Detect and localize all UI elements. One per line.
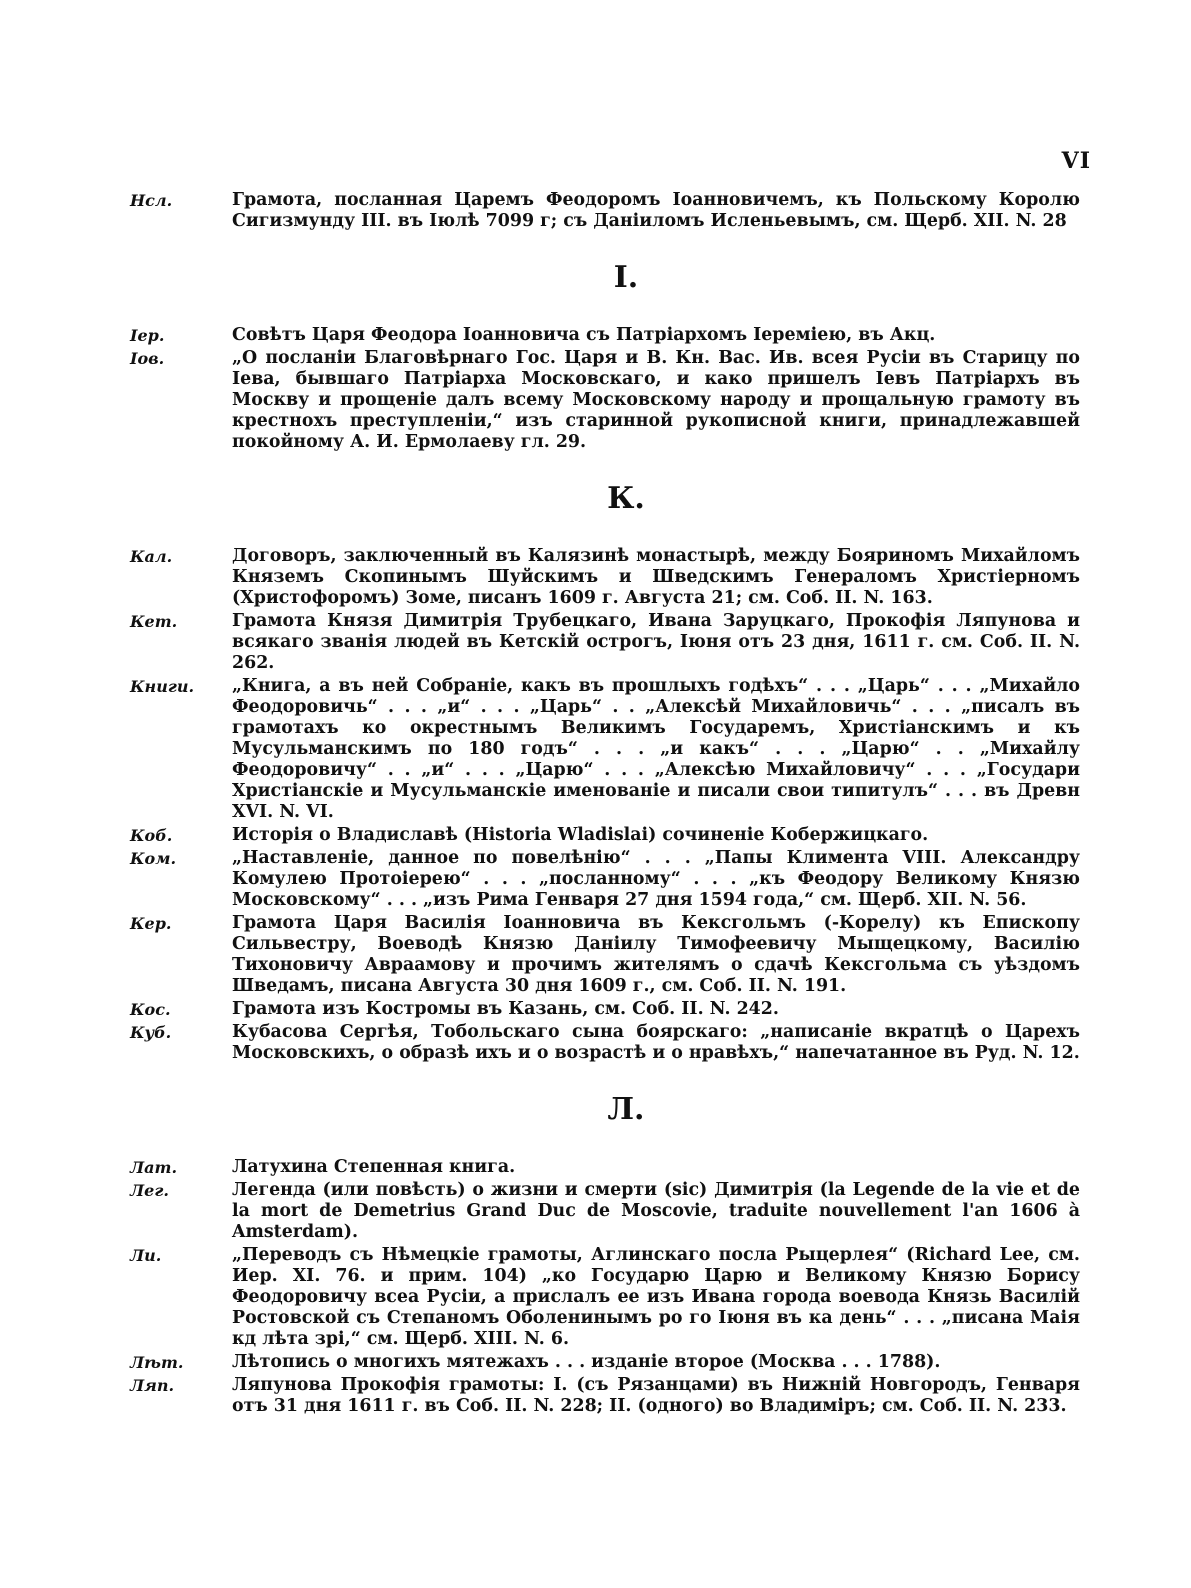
entry-text: „Книга, а въ ней Собраніе, какъ въ прошлыхъ годѣхъ“ . . . „Царь“ . . . „Михайло Феодоровичь“ . . . „и“ . . . „Царь“ . . „Алексѣй Михайловичь“ . . . „писалъ въ грамотахъ ко окрестнымъ Великимъ Государемъ, Христіанскимъ и къ Мусульманскимъ по 180 годъ“ . . . „и какъ“ . . . „Царю“ . . „Михайлу Феодоровичу“ . . „и“ . . . „Царю“ . . . „Алексѣю Михайловичу“ . . . „Государи Христіанскіе и Мусульманскіе именованіе и писали свои типитулъ“ . . . въ Древн XVI. N. VI. [232, 676, 1080, 822]
entry-text: Грамота изъ Костромы въ Казань, см. Соб. II. N. 242. [232, 999, 779, 1019]
index-entry [112, 676, 1080, 823]
entry-text: „О посланіи Благовѣрнаго Гос. Царя и В. Кн. Вас. Ив. всея Русіи въ Старицу по Іева, бывшаго Патріарха Московскаго, и како пришелъ Іевъ Патріархъ въ Москву и прощеніе далъ всему Московскому народу и прощальную грамоту въ крестнохъ преступленіи,“ изъ старинной рукописной книги, принадлежавшей покойному А. И. Ермолаеву гл. 29. [232, 348, 1080, 452]
block-n [112, 190, 1080, 1419]
index-entry [112, 611, 1080, 674]
index-entry [112, 1180, 1080, 1243]
entry-text: Совѣтъ Царя Феодора Іоанновича съ Патріархомъ Іереміею, въ Акц. [232, 325, 936, 345]
entry-text: Легенда (или повѣсть) о жизни и смерти (sic) Димитрія (la Legende de la vie et de la mort de Demetrius Grand Duc de Moscovie, traduite nouvellement l'an 1606 à Amsterdam). [232, 1180, 1080, 1242]
entry-abbreviation: Кет. [130, 612, 178, 631]
page-number: VI [1061, 148, 1091, 174]
entry-text: Лѣтопись о многихъ мятежахъ . . . изданіе второе (Москва . . . 1788). [232, 1352, 941, 1372]
entry-text: Грамота Царя Василія Іоанновича въ Кексгольмъ (-Корелу) къ Епископу Сильвестру, Воеводѣ Князю Даніилу Тимофеевичу Мыщецкому, Василію Тихоновичу Авраамову и прочимъ жителямъ о сдачѣ Кексгольма съ уѣздомъ Шведамъ, писана Августа 30 дня 1609 г., см. Соб. II. N. 191. [232, 913, 1080, 996]
entry-abbreviation: Коб. [130, 826, 173, 845]
index-entry [112, 999, 1080, 1020]
entry-abbreviation: Лат. [130, 1158, 178, 1177]
entry-abbreviation: Кос. [130, 1000, 171, 1019]
entry-abbreviation: Кал. [130, 547, 173, 566]
entry-abbreviation: Ляп. [130, 1376, 175, 1395]
entry-text: Договоръ, заключенный въ Калязинѣ монастырѣ, между Бояриномъ Михайломъ Княземъ Скопинымъ Шуйскимъ и Шведскимъ Генераломъ Христіерномъ (Христофоромъ) Зоме, писанъ 1609 г. Августа 21; см. Соб. II. N. 163. [232, 546, 1080, 608]
section-heading-i: І. [613, 260, 639, 295]
entry-abbreviation: Книги. [130, 677, 195, 696]
entry-text: „Наставленіе, данное по повелѣнію“ . . . „Папы Климента VIII. Александру Комулею Протоіерею“ . . . „посланному“ . . . „къ Феодору Великому Князю Московскому“ . . . „изъ Рима Генваря 27 дня 1594 года,“ см. Щерб. XII. N. 56. [232, 848, 1080, 910]
entry-text: Грамота, посланная Царемъ Феодоромъ Іоанновичемъ, къ Польскому Королю Сигизмунду III. въ Іюлѣ 7099 г; съ Даніиломъ Исленьевымъ, см. Щерб. XII. N. 28 [232, 190, 1080, 231]
entry-abbreviation: Лѣт. [130, 1353, 184, 1372]
section-heading-k: К. [607, 481, 645, 516]
entry-text: „Переводъ съ Нѣмецкіе грамоты, Аглинскаго посла Рыцерлея“ (Richard Lee, см. Иер. XI. 76. и прим. 104) „ко Государю Царю и Великому Князю Борису Феодоровичу всеа Русіи, а прислалъ ее изъ Ивана города воевода Князь Василій Ростовской съ Степаномъ Оболенинымъ ро го Іюня въ ка день“ . . . „писана Маія кд лѣта зрі,“ см. Щерб. XIII. N. 6. [232, 1245, 1080, 1349]
index-entry [112, 1375, 1080, 1417]
index-entry [112, 546, 1080, 609]
entry-abbreviation: Кер. [130, 914, 172, 933]
index-entry [112, 1022, 1080, 1064]
entry-text: Кубасова Сергѣя, Тобольскаго сына боярскаго: „написаніе вкратцѣ о Царехъ Московскихъ, о образѣ ихъ и о возрастѣ и о нравѣхъ,“ напечатанное въ Руд. N. 12. [232, 1022, 1080, 1063]
entry-abbreviation: Нсл. [130, 191, 173, 210]
entry-abbreviation: Ком. [130, 849, 177, 868]
entry-text: Ляпунова Прокофія грамоты: I. (съ Рязанцами) въ Нижній Новгородъ, Генваря отъ 31 дня 1611 г. въ Соб. II. N. 228; II. (одного) во Владиміръ; см. Соб. II. N. 233. [232, 1375, 1080, 1416]
entry-text: Исторія о Владиславѣ (Historia Wladislai) сочиненіе Кобержицкаго. [232, 825, 929, 845]
index-entry [112, 848, 1080, 911]
entry-text: Грамота Князя Димитрія Трубецкаго, Ивана Заруцкаго, Прокофія Ляпунова и всякаго званія людей въ Кетскій острогъ, Іюня отъ 23 дня, 1611 г. см. Соб. II. N. 262. [232, 611, 1080, 673]
entry-abbreviation: Ли. [130, 1246, 162, 1265]
entry-abbreviation: Іов. [130, 349, 165, 368]
index-entry [112, 1157, 1080, 1178]
index-entry [112, 190, 1080, 232]
index-entry [112, 1352, 1080, 1373]
entry-abbreviation: Куб. [130, 1023, 172, 1042]
entry-text: Латухина Степенная книга. [232, 1157, 516, 1177]
index-entry [112, 348, 1080, 453]
index-entry [112, 325, 1080, 346]
entry-abbreviation: Іер. [130, 326, 165, 345]
entry-abbreviation: Лег. [130, 1181, 169, 1200]
section-heading-l: Л. [607, 1092, 645, 1127]
index-entry [112, 1245, 1080, 1350]
index-entry [112, 913, 1080, 997]
index-entry [112, 825, 1080, 846]
